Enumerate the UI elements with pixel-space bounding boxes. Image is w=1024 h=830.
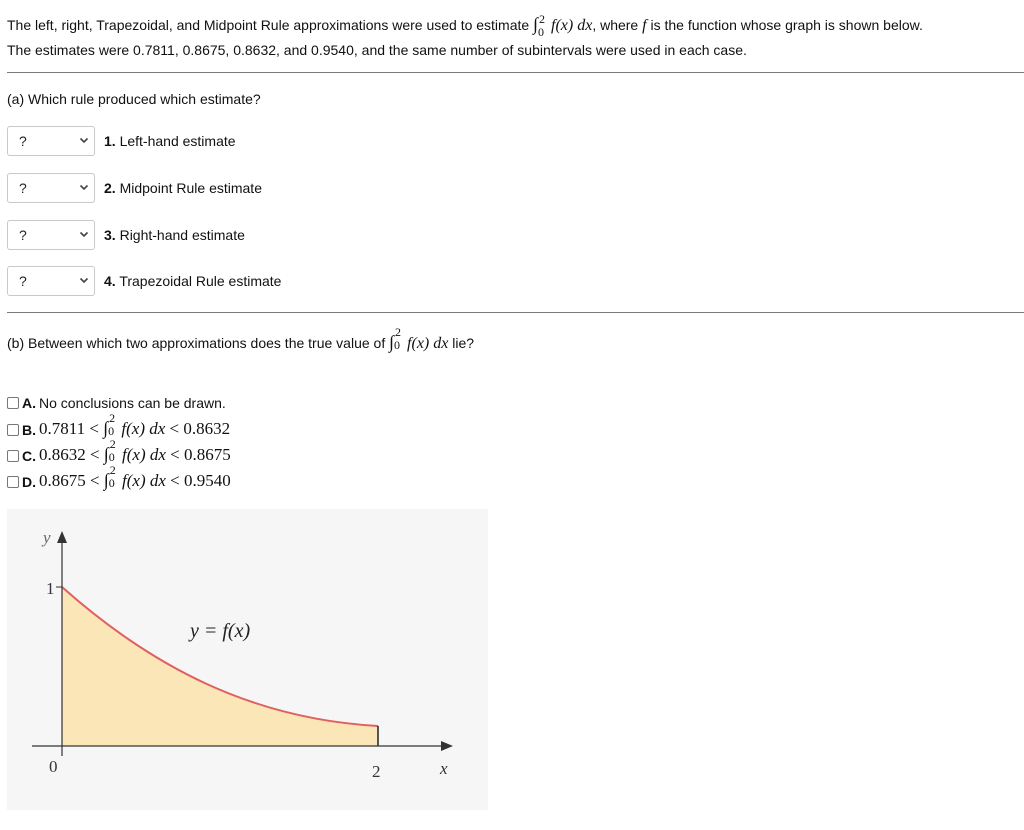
part-a-prompt: (a) Which rule produced which estimate? xyxy=(7,91,261,107)
select-value: ? xyxy=(19,180,27,196)
function-graph xyxy=(7,509,488,810)
choice-c-checkbox[interactable] xyxy=(7,450,19,462)
match-label-2: 2. Midpoint Rule estimate xyxy=(104,180,262,196)
match-row-2 xyxy=(7,173,262,203)
intro-text-a: The left, right, Trapezoidal, and Midpoint Rule approximations were used to estimate xyxy=(7,17,530,33)
choice-b-checkbox[interactable] xyxy=(7,424,19,436)
choice-a-checkbox[interactable] xyxy=(7,397,19,409)
choice-d[interactable]: D. 0.8675 < ∫ 2 0 f(x) dx < 0.9540 xyxy=(7,470,231,493)
part-b-prompt: (b) Between which two approximations does the true value of ∫ 2 0 f(x) dx lie? xyxy=(7,325,475,353)
choice-d-checkbox[interactable] xyxy=(7,476,19,488)
choice-c[interactable]: C. 0.8632 < ∫ 2 0 f(x) dx < 0.8675 xyxy=(7,444,231,467)
estimate-select-4[interactable] xyxy=(7,266,95,296)
intro-line-2: The estimates were 0.7811, 0.8675, 0.8632, and 0.9540, and the same number of subintervals were used in each case. xyxy=(7,42,747,58)
x-axis-arrow xyxy=(441,741,453,751)
choice-a[interactable]: A. No conclusions can be drawn. xyxy=(7,395,226,411)
choice-c-math: 0.8632 < ∫ 2 0 f(x) dx < 0.8675 xyxy=(39,437,231,465)
select-value: ? xyxy=(19,133,27,149)
intro-text-b: , where xyxy=(592,17,639,33)
divider-top xyxy=(7,72,1024,73)
match-row-3 xyxy=(7,220,245,250)
match-label-3: 3. Right-hand estimate xyxy=(104,227,245,243)
curve-label: y = f(x) xyxy=(190,620,251,642)
match-label-1: 1. Left-hand estimate xyxy=(104,133,236,149)
chevron-down-icon xyxy=(78,134,90,146)
select-value: ? xyxy=(19,273,27,289)
divider-middle xyxy=(7,312,1024,313)
question-intro xyxy=(7,12,1019,62)
choice-b[interactable]: B. 0.7811 < ∫ 2 0 f(x) dx < 0.8632 xyxy=(7,418,230,441)
chevron-down-icon xyxy=(78,181,90,193)
x-axis-label: x xyxy=(440,759,448,778)
y-axis-label: y xyxy=(43,528,51,547)
estimate-select-2[interactable] xyxy=(7,173,95,203)
chevron-down-icon xyxy=(78,228,90,240)
match-label-4: 4. Trapezoidal Rule estimate xyxy=(104,273,282,289)
match-row-1 xyxy=(7,126,236,156)
intro-integral: ∫ 2 0 f(x) dx xyxy=(533,12,593,40)
choice-b-math: 0.7811 < ∫ 2 0 f(x) dx < 0.8632 xyxy=(39,411,231,439)
area-under-curve xyxy=(62,587,378,746)
select-value: ? xyxy=(19,227,27,243)
intro-text-c: is the function whose graph is shown below. xyxy=(650,17,923,33)
graph-svg xyxy=(7,509,488,810)
chevron-down-icon xyxy=(78,274,90,286)
y-axis-arrow xyxy=(57,531,67,543)
x-tick-label: 2 xyxy=(372,762,381,781)
prompt-integral: ∫ 2 0 f(x) dx xyxy=(389,325,449,353)
choice-d-math: 0.8675 < ∫ 2 0 f(x) dx < 0.9540 xyxy=(39,463,231,491)
estimate-select-3[interactable] xyxy=(7,220,95,250)
y-tick-label: 1 xyxy=(46,579,55,598)
choice-a-text: No conclusions can be drawn. xyxy=(39,395,226,411)
estimate-select-1[interactable] xyxy=(7,126,95,156)
match-row-4 xyxy=(7,266,281,296)
function-symbol: f xyxy=(642,17,647,34)
origin-label: 0 xyxy=(49,757,58,776)
